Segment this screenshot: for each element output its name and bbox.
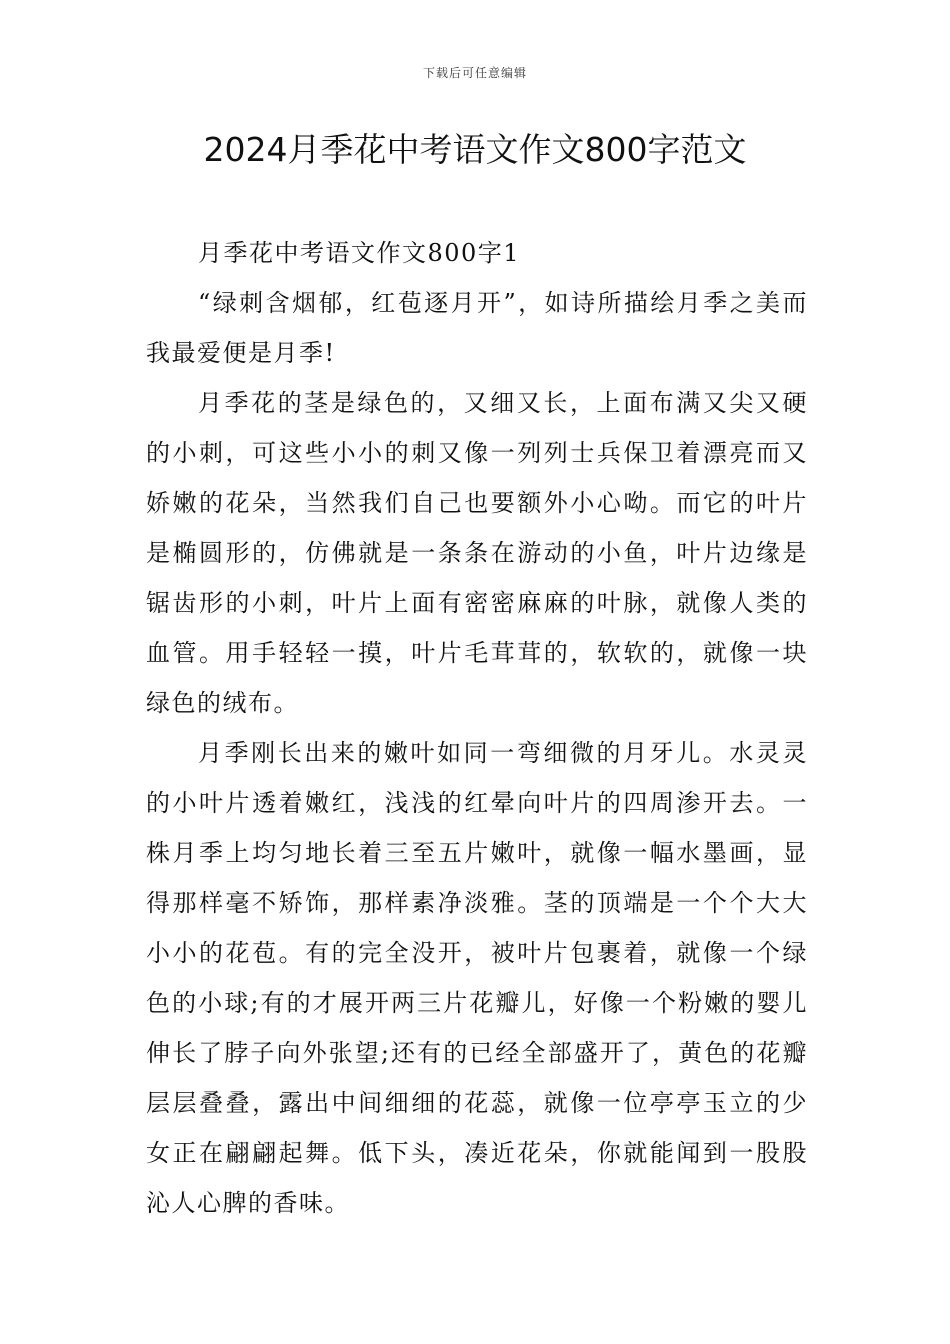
- paragraph-2: 月季花的茎是绿色的，又细又长，上面布满又尖又硬的小刺，可这些小小的刺又像一列列士兵保卫着漂亮而又娇嫩的花朵，当然我们自己也要额外小心呦。而它的叶片是椭圆形的，仿佛就是一条条在游动的小鱼，叶片边缘是锯齿形的小刺，叶片上面有密密麻麻的叶脉，就像人类的血管。用手轻轻一摸，叶片毛茸茸的，软软的，就像一块绿色的绒布。: [146, 389, 808, 717]
- header-note: 下载后可任意编辑: [422, 66, 527, 80]
- paragraph-1: “绿刺含烟郁，红苞逐月开”，如诗所描绘月季之美而我最爱便是月季!: [146, 289, 808, 367]
- document-title: 2024月季花中考语文作文800字范文: [203, 130, 747, 169]
- section-subtitle: 月季花中考语文作文800字1: [198, 239, 521, 267]
- document-body: [146, 228, 808, 1228]
- paragraph-3: 月季刚长出来的嫩叶如同一弯细微的月牙儿。水灵灵的小叶片透着嫩红，浅浅的红晕向叶片的四周渗开去。一株月季上均匀地长着三至五片嫩叶，就像一幅水墨画，显得那样毫不矫饰，那样素净淡雅。茎的顶端是一个个大大小小的花苞。有的完全没开，被叶片包裹着，就像一个绿色的小球;有的才展开两三片花瓣儿，好像一个粉嫩的婴儿伸长了脖子向外张望;还有的已经全部盛开了，黄色的花瓣层层叠叠，露出中间细细的花蕊，就像一位亭亭玉立的少女正在翩翩起舞。低下头，凑近花朵，你就能闻到一股股沁人心脾的香味。: [146, 739, 808, 1217]
